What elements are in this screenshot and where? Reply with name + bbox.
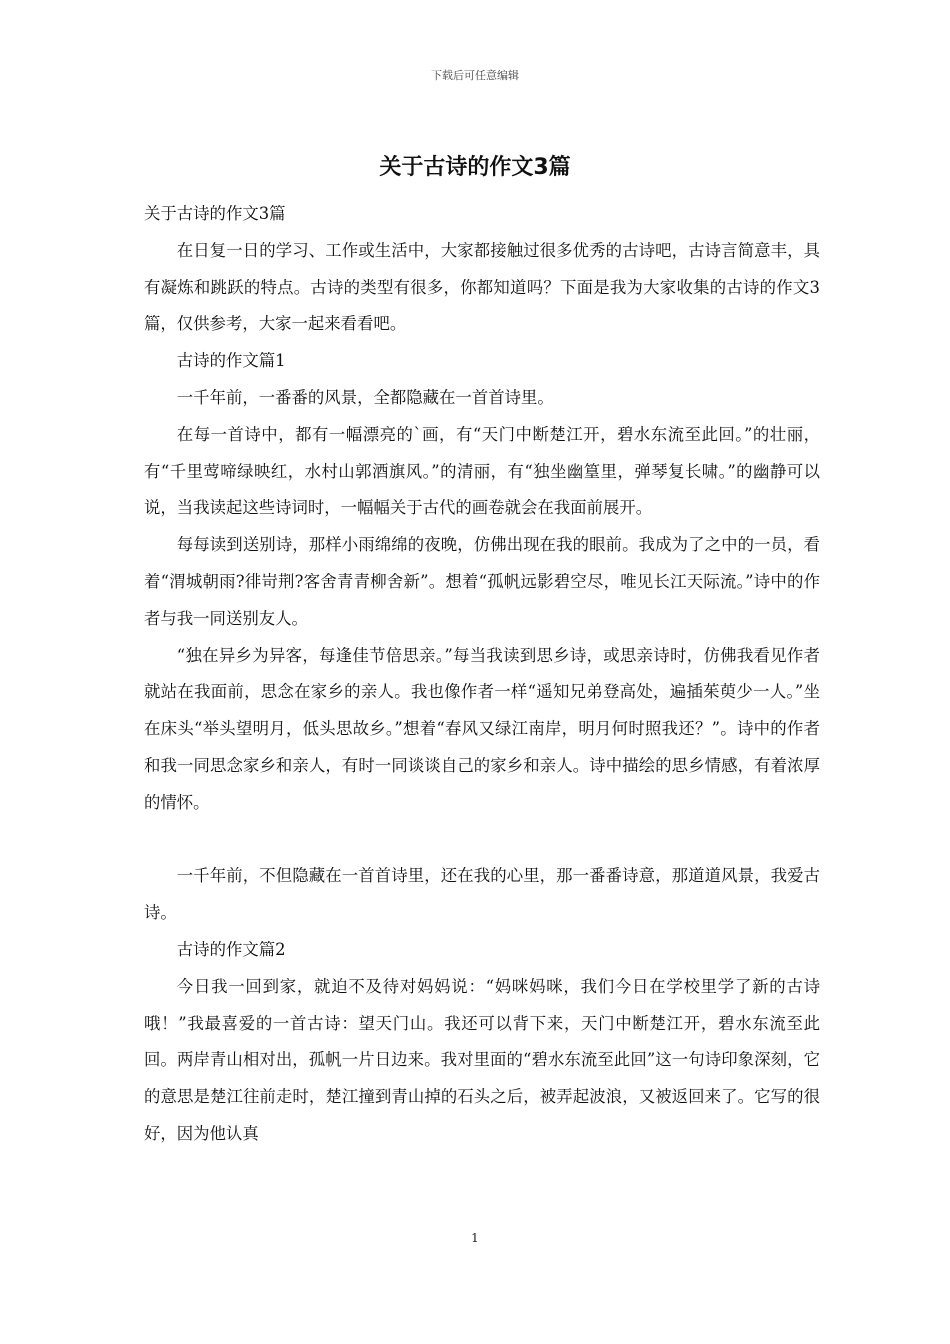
section-heading-2: 古诗的作文篇2 bbox=[176, 939, 286, 959]
document-title: 关于古诗的作文3篇 bbox=[379, 155, 571, 180]
section-heading-1: 古诗的作文篇1 bbox=[176, 351, 286, 371]
page-number: 1 bbox=[471, 1231, 479, 1245]
paragraph: 一千年前，不但隐藏在一首首诗里，还在我的心里，那一番番诗意，那道道风景，我爱古诗。 bbox=[144, 866, 820, 923]
paragraph: “独在异乡为异客，每逢佳节倍思亲。”每当我读到思乡诗，或思亲诗时，仿佛我看见作者就站在我面前，思念在家乡的亲人。我也像作者一样“遥知兄弟登高处，遍插茱萸少一人。”坐在床头“举头望明月，低头思故乡。”想着“春风又绿江南岸，明月何时照我还？”。诗中的作者和我一同思念家乡和亲人，有时一同谈谈自己的家乡和亲人。诗中描绘的思乡情感，有着浓厚的情怀。 bbox=[144, 645, 820, 812]
paragraph: 在每一首诗中，都有一幅漂亮的`画，有“天门中断楚江开，碧水东流至此回。”的壮丽，有“千里莺啼绿映红，水村山郭酒旗风。”的清丽，有“独坐幽篁里，弹琴复长啸。”的幽静可以说，当我读起这些诗词时，一幅幅关于古代的画卷就会在我面前展开。 bbox=[144, 424, 820, 518]
document-subtitle: 关于古诗的作文3篇 bbox=[144, 204, 286, 223]
paragraph: 一千年前，一番番的风景，全都隐藏在一首首诗里。 bbox=[176, 387, 554, 407]
paragraph-intro: 在日复一日的学习、工作或生活中，大家都接触过很多优秀的古诗吧，古诗言简意丰，具有凝炼和跳跃的特点。古诗的类型有很多，你都知道吗？下面是我为大家收集的古诗的作文3篇，仅供参考，大家一起来看看吧。 bbox=[144, 240, 820, 334]
page-header: 下载后可任意编辑 bbox=[431, 69, 519, 82]
document-body bbox=[144, 196, 820, 1153]
paragraph-gap bbox=[144, 822, 820, 859]
paragraph: 今日我一回到家，就迫不及待对妈妈说：“妈咪妈咪，我们今日在学校里学了新的古诗哦！”我最喜爱的一首古诗：望天门山。我还可以背下来，天门中断楚江开，碧水东流至此回。两岸青山相对出，孤帆一片日边来。我对里面的“碧水东流至此回”这一句诗印象深刻，它的意思是楚江往前走时，楚江撞到青山掉的石头之后，被弄起波浪，又被返回来了。它写的很好，因为他认真 bbox=[144, 976, 820, 1143]
paragraph: 每每读到送别诗，那样小雨绵绵的夜晚，仿佛出现在我的眼前。我成为了之中的一员，看着“渭城朝雨?徘岢荆?客舍青青柳舍新”。想着“孤帆远影碧空尽，唯见长江天际流。”诗中的作者与我一同送别友人。 bbox=[144, 535, 820, 628]
